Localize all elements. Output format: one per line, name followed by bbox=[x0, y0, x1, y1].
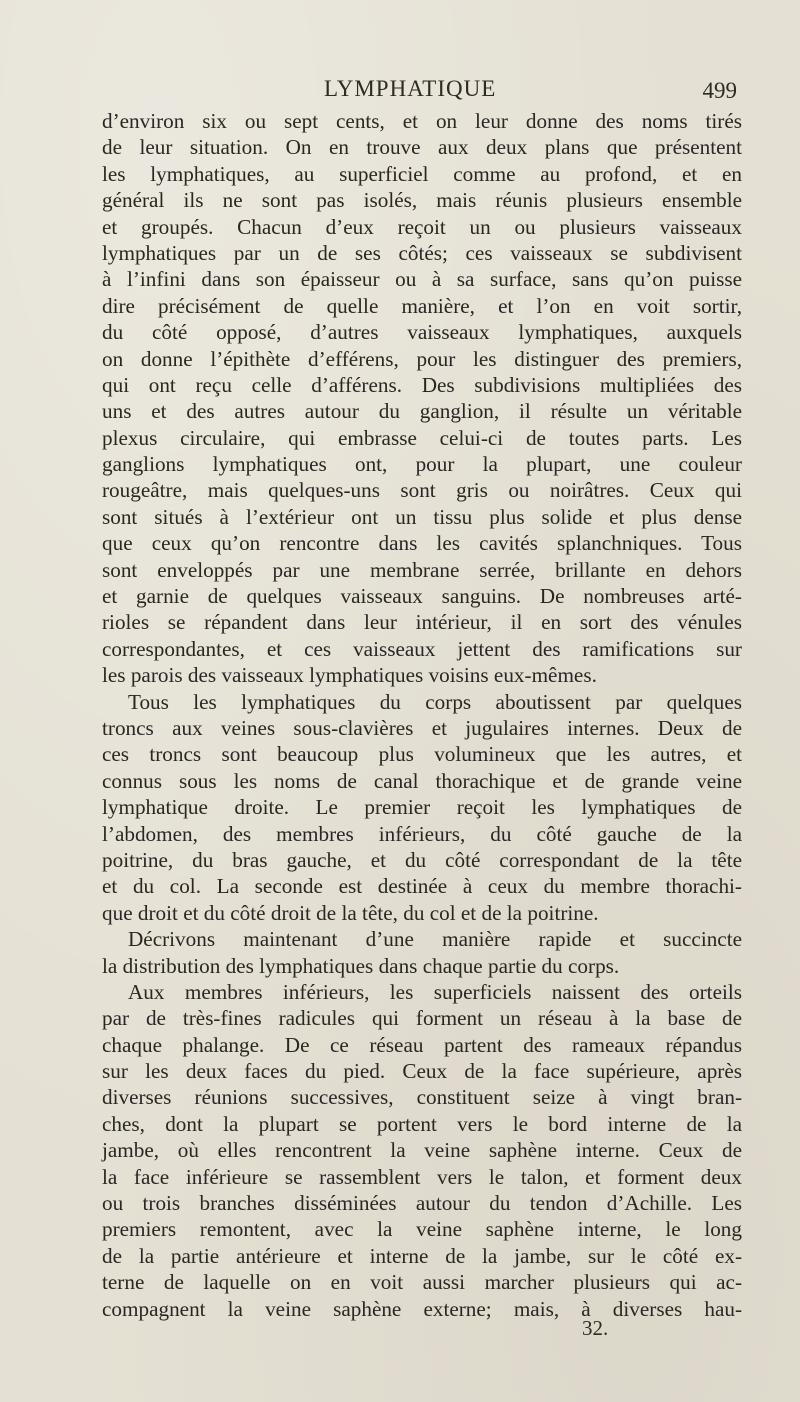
text-line: Décrivons maintenant d’une manière rapide et succincte bbox=[128, 927, 742, 952]
text-line: de la partie antérieure et interne de la jambe, sur le côté ex- bbox=[102, 1243, 742, 1268]
text-line: ces troncs sont beaucoup plus volumineux que les autres, et bbox=[102, 742, 742, 767]
text-line: sont situés à l’extérieur ont un tissu plus solide et plus dense bbox=[102, 504, 742, 529]
text-line: connus sous les noms de canal thorachique et de grande veine bbox=[102, 768, 742, 793]
text-line: jambe, où elles rencontrent la veine saphène interne. Ceux de bbox=[102, 1138, 742, 1163]
text-line: poitrine, du bras gauche, et du côté correspondant de la tête bbox=[102, 847, 742, 872]
text-line: et du col. La seconde est destinée à ceux du membre thorachi- bbox=[102, 874, 742, 899]
text-line: chaque phalange. De ce réseau partent des rameaux répandus bbox=[102, 1032, 742, 1057]
text-line: sont enveloppés par une membrane serrée, brillante en dehors bbox=[102, 557, 742, 582]
text-line: et garnie de quelques vaisseaux sanguins. De nombreuses arté- bbox=[102, 584, 742, 609]
text-line: l’abdomen, des membres inférieurs, du côté gauche de la bbox=[102, 821, 742, 846]
text-line: la distribution des lymphatiques dans chaque partie du corps. bbox=[102, 953, 620, 978]
text-line: Aux membres inférieurs, les superficiels naissent des orteils bbox=[128, 979, 742, 1004]
text-line: lymphatiques par un de ses côtés; ces vaisseaux se subdivisent bbox=[102, 240, 742, 265]
page-number: 499 bbox=[702, 78, 737, 103]
text-line: dire précisément de quelle manière, et l’on en voit sortir, bbox=[102, 293, 742, 318]
text-line: terne de laquelle on en voit aussi marcher plusieurs qui ac- bbox=[102, 1270, 742, 1295]
text-line: ches, dont la plupart se portent vers le bord interne de la bbox=[102, 1111, 742, 1136]
text-line: ganglions lymphatiques ont, pour la plupart, une couleur bbox=[102, 452, 742, 477]
text-line: troncs aux veines sous-clavières et jugulaires internes. Deux de bbox=[102, 715, 742, 740]
running-title: LYMPHATIQUE bbox=[324, 76, 497, 101]
text-line: les lymphatiques, au superficiel comme au profond, et en bbox=[102, 161, 742, 186]
text-line: général ils ne sont pas isolés, mais réunis plusieurs ensemble bbox=[102, 188, 742, 213]
text-line: d’environ six ou sept cents, et on leur donne des noms tirés bbox=[102, 109, 742, 133]
text-line: les parois des vaisseaux lymphatiques voisins eux-mêmes. bbox=[102, 663, 597, 688]
text-line: compagnent la veine saphène externe; mais, à diverses hau- bbox=[102, 1296, 742, 1321]
text-line: rioles se répandent dans leur intérieur, il en sort des vénules bbox=[102, 610, 742, 635]
text-line: et groupés. Chacun d’eux reçoit un ou plusieurs vaisseaux bbox=[102, 214, 742, 239]
text-line: sur les deux faces du pied. Ceux de la face supérieure, après bbox=[102, 1059, 742, 1084]
text-line: de leur situation. On en trouve aux deux plans que présentent bbox=[102, 135, 742, 160]
text-line: rougeâtre, mais quelques-uns sont gris ou noirâtres. Ceux qui bbox=[102, 478, 742, 503]
text-line: plexus circulaire, qui embrasse celui-ci de toutes parts. Les bbox=[102, 425, 742, 450]
text-line: que ceux qu’on rencontre dans les cavités splanchniques. Tous bbox=[102, 531, 742, 556]
signature-mark: 32. bbox=[582, 1316, 609, 1340]
text-line: lymphatique droite. Le premier reçoit les lymphatiques de bbox=[102, 795, 742, 820]
text-line: que droit et du côté droit de la tête, du col et de la poitrine. bbox=[102, 900, 599, 925]
text-line: par de très-fines radicules qui forment un réseau à la base de bbox=[102, 1006, 742, 1031]
text-line: ou trois branches disséminées autour du tendon d’Achille. Les bbox=[102, 1191, 742, 1216]
text-line: à l’infini dans son épaisseur ou à sa surface, sans qu’on puisse bbox=[102, 267, 742, 292]
text-line: Tous les lymphatiques du corps aboutissent par quelques bbox=[128, 689, 742, 714]
body-text bbox=[102, 108, 742, 1322]
text-line: qui ont reçu celle d’afférens. Des subdivisions multipliées des bbox=[102, 372, 742, 397]
text-line: correspondantes, et ces vaisseaux jettent des ramifications sur bbox=[102, 636, 742, 661]
page-header bbox=[100, 76, 745, 108]
text-line: diverses réunions successives, constituent seize à vingt bran- bbox=[102, 1085, 742, 1110]
text-line: la face inférieure se rassemblent vers le talon, et forment deux bbox=[102, 1164, 742, 1189]
text-line: uns et des autres autour du ganglion, il résulte un véritable bbox=[102, 399, 742, 424]
text-line: du côté opposé, d’autres vaisseaux lymphatiques, auxquels bbox=[102, 320, 742, 345]
text-line: on donne l’épithète d’efférens, pour les distinguer des premiers, bbox=[102, 346, 742, 371]
text-line: premiers remontent, avec la veine saphène interne, le long bbox=[102, 1217, 742, 1242]
